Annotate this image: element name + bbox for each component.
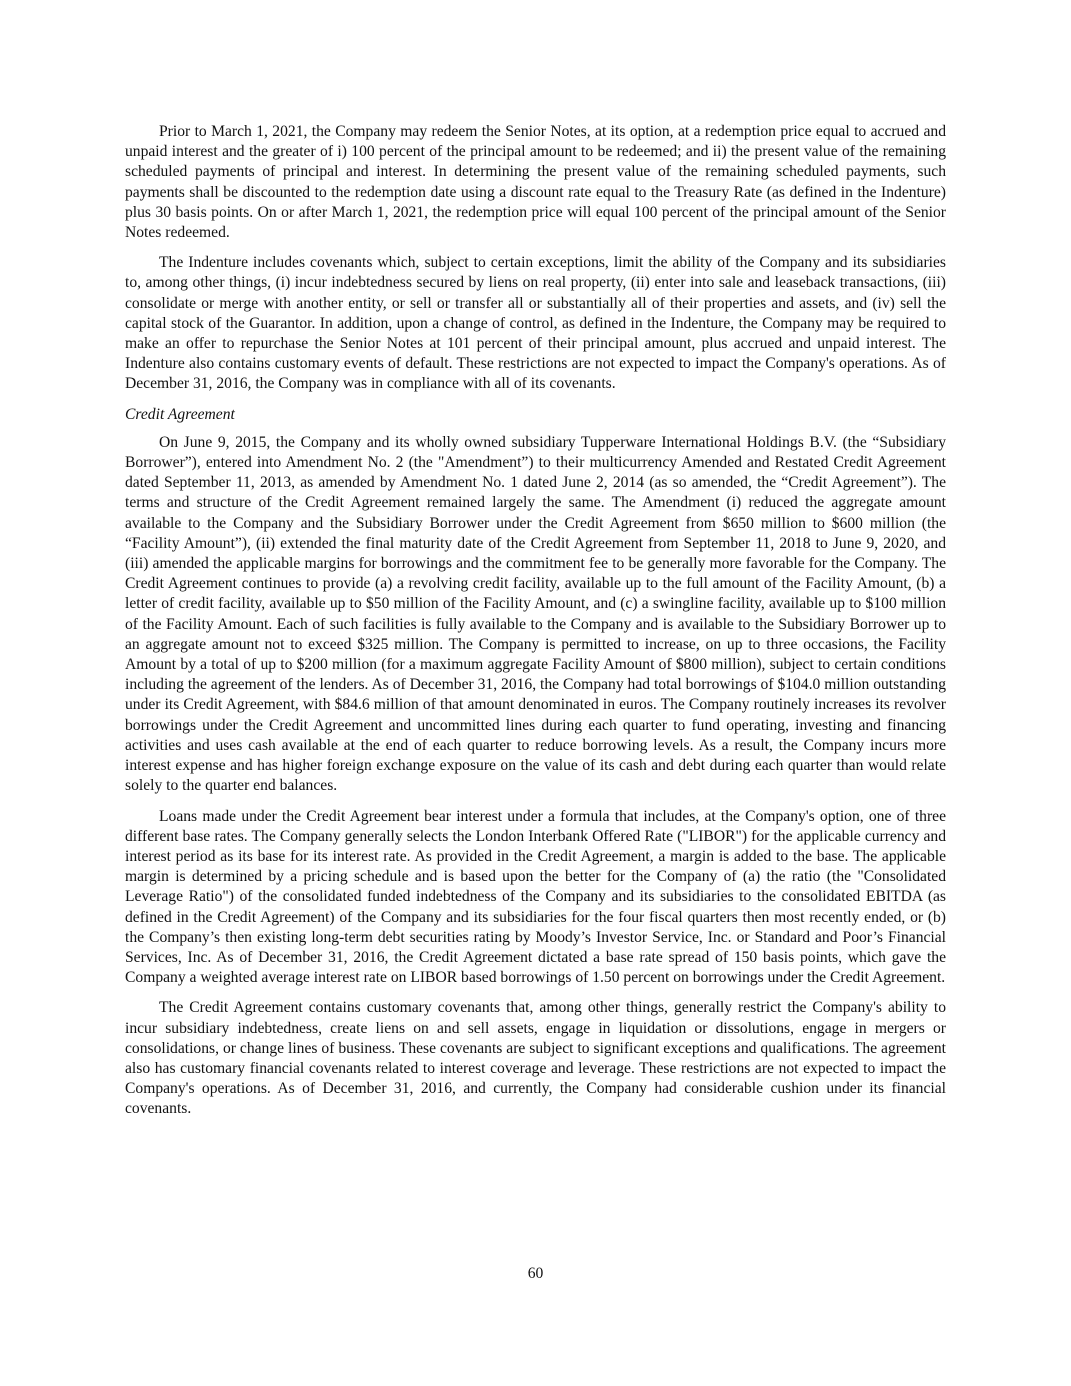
section-heading-credit-agreement: Credit Agreement bbox=[125, 405, 235, 423]
page-number: 60 bbox=[527, 1265, 544, 1282]
document-page bbox=[125, 122, 946, 1130]
paragraph-senior-notes-redemption: Prior to March 1, 2021, the Company may redeem the Senior Notes, at its option, at a redemption price equal to accrued and unpaid interest and the greater of i) 100 percent of the principal amount to be redeemed; and ii) the present value of the remaining scheduled payments of principal and interest. In determining the present value of the remaining scheduled payments, such payments shall be discounted to the redemption date using a discount rate equal to the Treasury Rate (as defined in the Indenture) plus 30 basis points. On or after March 1, 2021, the redemption price will equal 100 percent of the principal amount of the Senior Notes redeemed. bbox=[125, 123, 946, 242]
paragraph-loan-interest: Loans made under the Credit Agreement bear interest under a formula that includes, at the Company's option, one of three different base rates. The Company generally selects the London Interbank Offered Rate ("LIBOR") for the applicable currency and interest period as its base for its interest rate. As provided in the Credit Agreement, a margin is added to the base. The applicable margin is determined by a pricing schedule and is based upon the better for the Company of (a) the ratio (the "Consolidated Leverage Ratio") of the consolidated funded indebtedness of the Company and its subsidiaries to the consolidated EBITDA (as defined in the Credit Agreement) of the Company and its subsidiaries for the four fiscal quarters then most recently ended, or (b) the Company’s then existing long-term debt securities rating by Moody’s Investor Service, Inc. or Standard and Poor’s Financial Services, Inc. As of December 31, 2016, the Credit Agreement dictated a base rate spread of 150 basis points, which gave the Company a weighted average interest rate on LIBOR based borrowings of 1.50 percent on borrowings under the Credit Agreement. bbox=[125, 807, 946, 987]
paragraph-indenture-covenants: The Indenture includes covenants which, subject to certain exceptions, limit the ability of the Company and its subsidiaries to, among other things, (i) incur indebtedness secured by liens on real property, (ii) enter into sale and leaseback transactions, (iii) consolidate or merge with another entity, or sell or transfer all or substantially all of their properties and assets, and (iv) sell the capital stock of the Guarantor. In addition, upon a change of control, as defined in the Indenture, the Company may be required to make an offer to repurchase the Senior Notes at 101 percent of their principal amount, plus accrued and unpaid interest. The Indenture also contains customary events of default. These restrictions are not expected to impact the Company's operations. As of December 31, 2016, the Company was in compliance with all of its covenants. bbox=[125, 254, 946, 393]
paragraph-credit-agreement-amendment: On June 9, 2015, the Company and its wholly owned subsidiary Tupperware International Holdings B.V. (the “Subsidiary Borrower”), entered into Amendment No. 2 (the "Amendment”) to their multicurrency Amended and Restated Credit Agreement dated September 11, 2013, as amended by Amendment No. 1 dated June 2, 2014 (as so amended, the “Credit Agreement”). The terms and structure of the Credit Agreement remained largely the same. The Amendment (i) reduced the aggregate amount available to the Company and the Subsidiary Borrower under the Credit Agreement from $650 million to $600 million (the “Facility Amount”), (ii) extended the final maturity date of the Credit Agreement from September 11, 2018 to June 9, 2020, and (iii) amended the applicable margins for borrowings and the commitment fee to be generally more favorable for the Company. The Credit Agreement continues to provide (a) a revolving credit facility, available up to the full amount of the Facility Amount, (b) a letter of credit facility, available up to $50 million of the Facility Amount, and (c) a swingline facility, available up to $100 million of the Facility Amount. Each of such facilities is fully available to the Company and is available to the Subsidiary Borrower up to an aggregate amount not to exceed $325 million. The Company is permitted to increase, on up to three occasions, the Facility Amount by a total of up to $200 million (for a maximum aggregate Facility Amount of $800 million), subject to certain conditions including the agreement of the lenders. As of December 31, 2016, the Company had total borrowings of $104.0 million outstanding under its Credit Agreement, with $84.6 million of that amount denominated in euros. The Company routinely increases its revolver borrowings under the Credit Agreement and uncommitted lines during each quarter to fund operating, investing and financing activities and uses cash available at the end of each quarter to reduce borrowing levels. As a result, the Company incurs more interest expense and has higher foreign exchange exposure on the value of its cash and debt during each quarter than would relate solely to the quarter end balances. bbox=[125, 433, 946, 795]
paragraph-credit-covenants: The Credit Agreement contains customary covenants that, among other things, generally restrict the Company's ability to incur subsidiary indebtedness, create liens on and sell assets, engage in liquidation or dissolutions, engage in mergers or consolidations, or change lines of business. These covenants are subject to significant exceptions and qualifications. The agreement also has customary financial covenants related to interest coverage and leverage. These restrictions are not expected to impact the Company's operations. As of December 31, 2016, and currently, the Company had considerable cushion under its financial covenants. bbox=[125, 999, 946, 1118]
